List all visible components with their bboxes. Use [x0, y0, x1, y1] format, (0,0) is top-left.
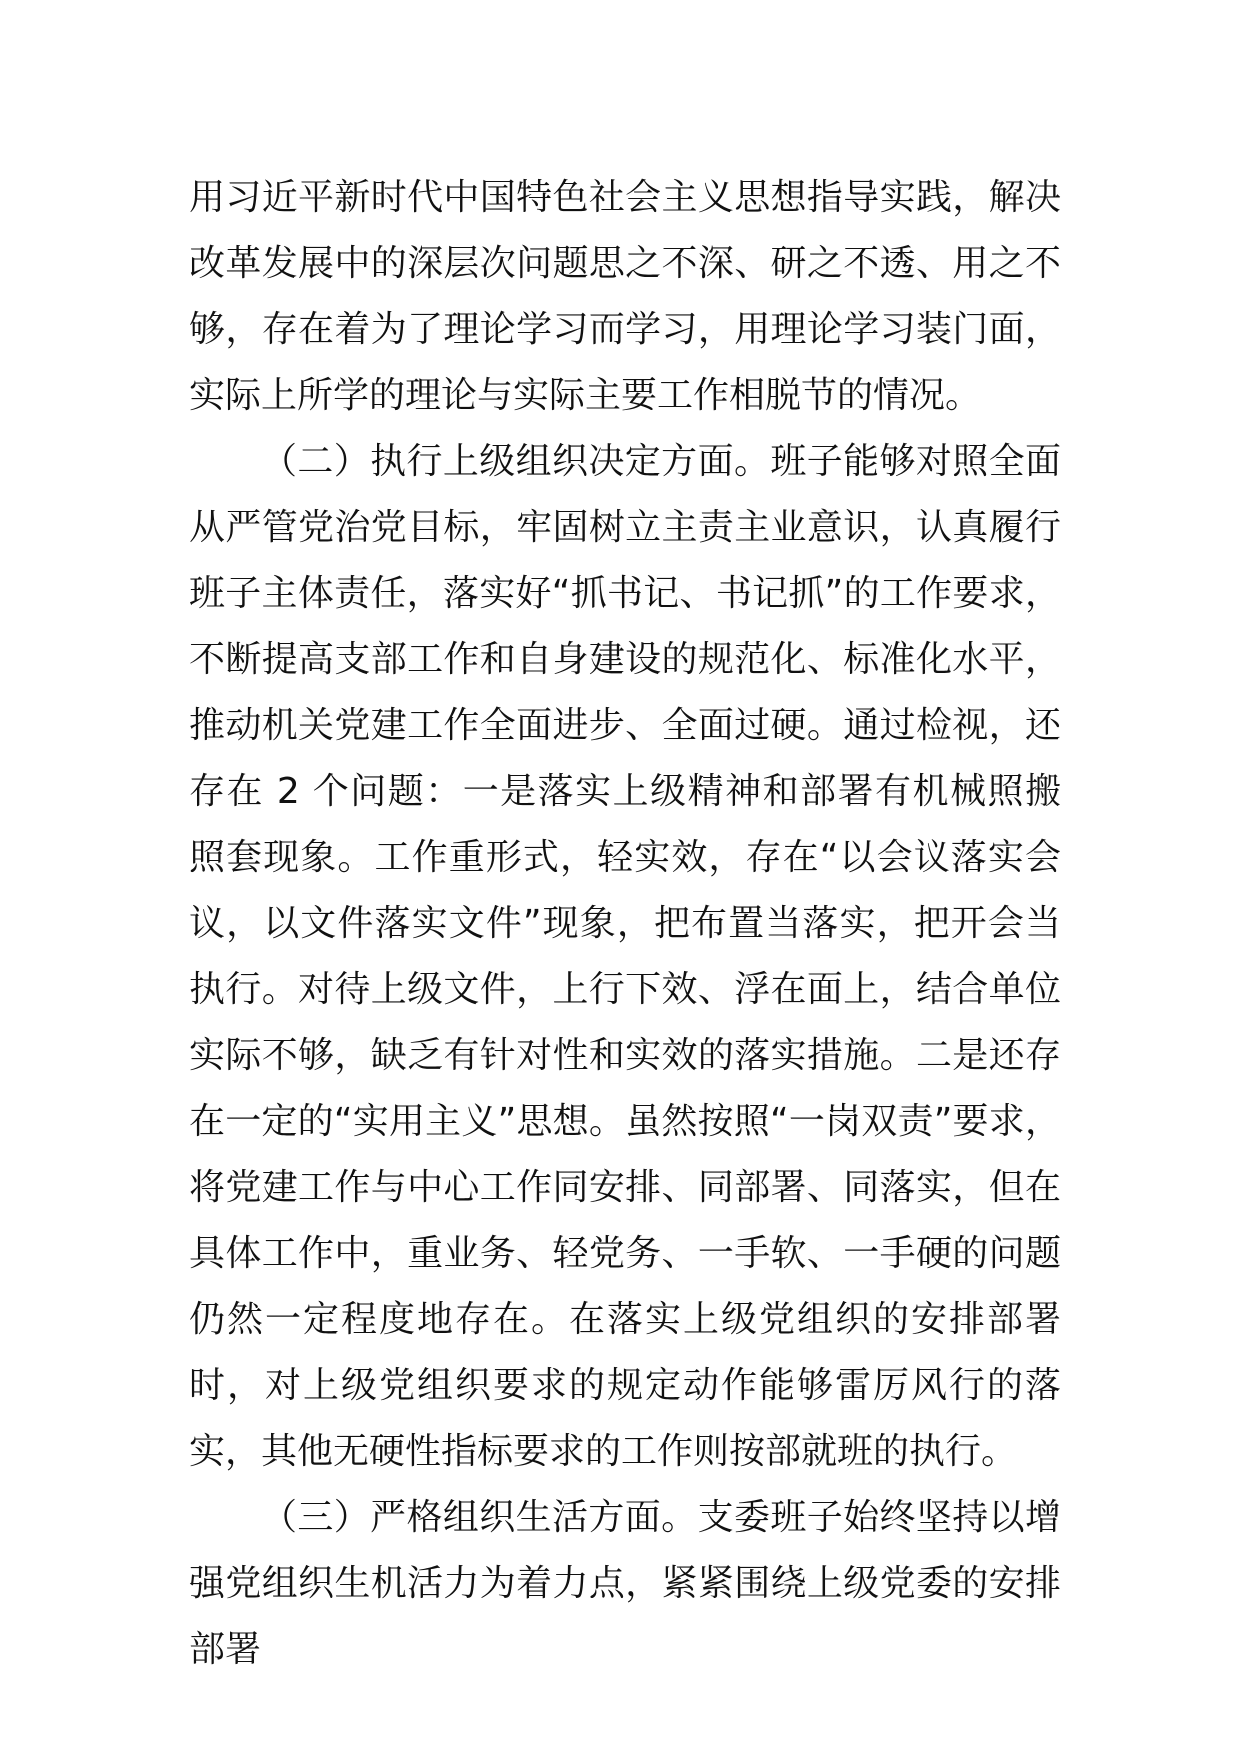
paragraph-section-3: （三）严格组织生活方面。支委班子始终坚持以增强党组织生机活力为着力点，紧紧围绕上级党委的安排部署	[189, 1497, 1061, 1670]
paragraph-section-2: （二）执行上级组织决定方面。班子能够对照全面从严管党治党目标，牢固树立主责主业意识，认真履行班子主体责任，落实好“抓书记、书记抓”的工作要求，不断提高支部工作和自身建设的规范化、标准化水平，推动机关党建工作全面进步、全面过硬。通过检视，还存在 2 个问题：一是落实上级精神和部署有机械照搬照套现象。工作重形式，轻实效，存在“以会议落实会议，以文件落实文件”现象，把布置当落实，把开会当执行。对待上级文件，上行下效、浮在面上，结合单位实际不够，缺乏有针对性和实效的落实措施。二是还存在一定的“实用主义”思想。虽然按照“一岗双责”要求，将党建工作与中心工作同安排、同部署、同落实，但在具体工作中，重业务、轻党务、一手软、一手硬的问题仍然一定程度地存在。在落实上级党组织的安排部署时，对上级党组织要求的规定动作能够雷厉风行的落实，其他无硬性指标要求的工作则按部就班的执行。	[189, 441, 1061, 1472]
body-text	[189, 165, 1061, 1683]
paragraph-continuation: 用习近平新时代中国特色社会主义思想指导实践，解决改革发展中的深层次问题思之不深、研之不透、用之不够，存在着为了理论学习而学习，用理论学习装门面，实际上所学的理论与实际主要工作相脱节的情况。	[189, 177, 1061, 416]
